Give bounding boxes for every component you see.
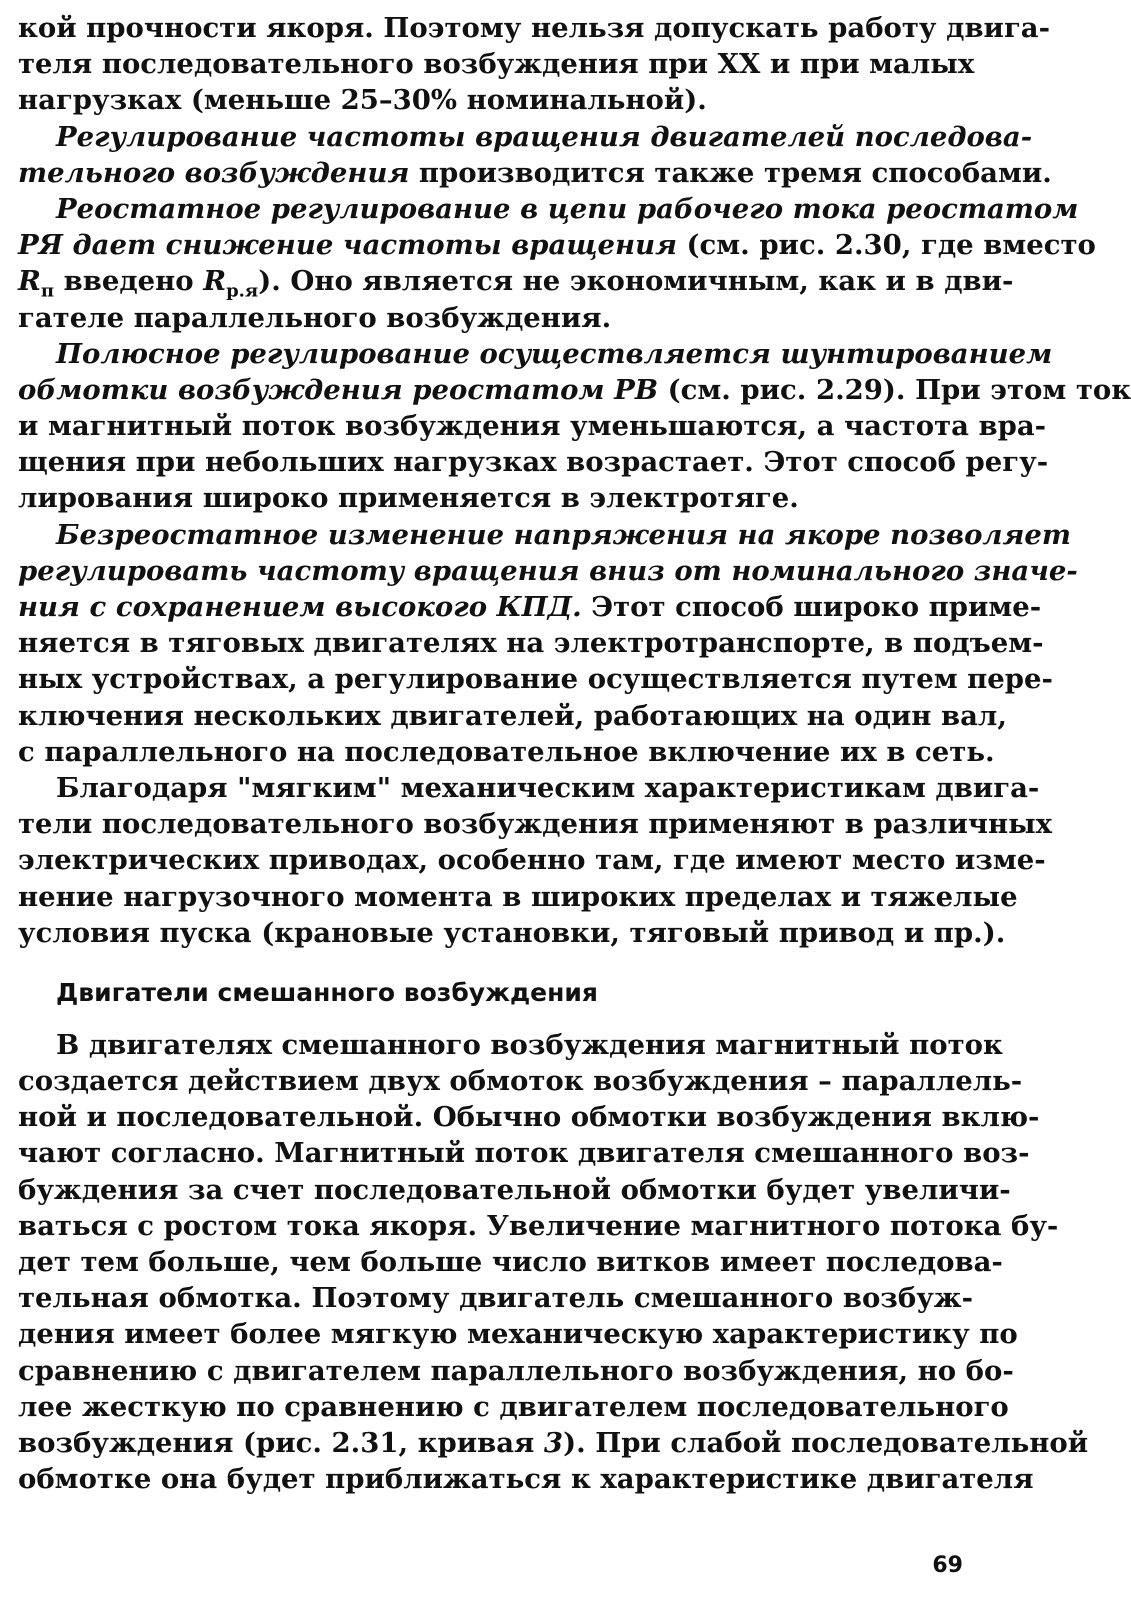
paragraph-mixed-excitation <box>18 1027 1089 1497</box>
text-line <box>18 263 1014 302</box>
text-line <box>18 227 1096 263</box>
text-line: дет тем больше, чем больше число витков имеет последова- <box>18 1246 1003 1278</box>
text-line: В двигателях смешанного возбуждения магнитный поток <box>56 1028 1003 1061</box>
text-span: ). При слабой последовательной <box>563 1426 1089 1459</box>
text-line: ключения нескольких двигателей, работающих на один вал, <box>18 699 1007 732</box>
text-line <box>18 372 1131 408</box>
text-span: (см. рис. 2.30, где вместо <box>676 229 1096 262</box>
text-line: теля последовательного возбуждения при XX и при малых <box>18 48 975 81</box>
text-span: (см. рис. 2.29). При этом ток <box>658 373 1131 406</box>
section-heading: Двигатели смешанного возбуждения <box>56 977 598 1007</box>
text-line: сравнению с двигателем параллельного возбуждения, но бо- <box>18 1354 1014 1387</box>
text-line: ной и последовательной. Обычно обмотки возбуждения вклю- <box>18 1101 1040 1134</box>
paragraph-soft-characteristics <box>18 770 1053 951</box>
symbol-r: R <box>203 265 227 298</box>
text-line: дения имеет более мягкую механическую характеристику по <box>18 1318 1018 1351</box>
text-line: Реостатное регулирование в цепи рабочего тока реостатом <box>56 192 1079 225</box>
paragraph-regulation <box>18 119 1052 191</box>
text-span: введено <box>54 265 204 298</box>
text-line: няется в тяговых двигателях на электротранспорте, в подъем- <box>18 627 1044 660</box>
text-line: ваться с ростом тока якоря. Увеличение магнитного потока бу- <box>18 1209 1059 1242</box>
text-line: чают согласно. Магнитный поток двигателя смешанного воз- <box>18 1137 1030 1170</box>
paragraph-intro <box>18 10 1051 119</box>
text-line: нагрузках (меньше 25–30% номинальной). <box>18 84 707 117</box>
text-line: Регулирование частоты вращения двигателей последова- <box>56 120 1033 153</box>
text-line: с параллельного на последовательное включение их в сеть. <box>18 735 995 768</box>
subscript: п <box>40 280 55 302</box>
paragraph-pole <box>18 336 1131 517</box>
text-line: ных устройствах, а регулирование осуществляется путем пере- <box>18 663 1053 696</box>
page-content <box>18 10 1131 1497</box>
text-span: возбуждения (рис. 2.31, кривая <box>18 1426 544 1459</box>
text-line: щения при небольших нагрузках возрастает. Этот способ регу- <box>18 446 1049 479</box>
text-line: регулировать частоту вращения вниз от номинального значе- <box>18 554 1078 587</box>
page-number: 69 <box>932 1553 963 1578</box>
text-line: Безреостатное изменение напряжения на якоре позволяет <box>56 518 1072 551</box>
italic-text: 3 <box>543 1426 564 1459</box>
text-line: буждения за счет последовательной обмотки будет увеличи- <box>18 1173 1011 1206</box>
text-line: тели последовательного возбуждения применяют в различных <box>18 808 1053 841</box>
text-line <box>18 1425 1089 1461</box>
text-line: гателе параллельного возбуждения. <box>18 301 612 334</box>
italic-text: РЯ дает снижение частоты вращения <box>18 229 677 262</box>
text-line: условия пуска (крановые установки, тяговый привод и пр.). <box>18 916 1006 949</box>
text-line <box>18 155 1052 191</box>
italic-text: обмотки возбуждения реостатом РВ <box>18 373 659 406</box>
text-line: нение нагрузочного момента в широких пределах и тяжелые <box>18 880 1018 913</box>
text-line: и магнитный поток возбуждения уменьшаются, а частота вра- <box>18 410 1047 443</box>
text-line <box>18 589 1042 625</box>
text-line: создается действием двух обмоток возбуждения – параллель- <box>18 1065 1023 1098</box>
text-line: Полюсное регулирование осуществляется шунтированием <box>56 337 1053 370</box>
paragraph-no-rheostat <box>18 517 1078 770</box>
text-line: электрических приводах, особенно там, где имеют место изме- <box>18 844 1046 877</box>
text-line: лирования широко применяется в электротяге. <box>18 482 799 515</box>
text-line: тельная обмотка. Поэтому двигатель смешанного возбуж- <box>18 1282 973 1315</box>
text-span: Этот способ широко приме- <box>581 591 1042 623</box>
text-line: лее жесткую по сравнению с двигателем последовательного <box>18 1390 1009 1423</box>
text-line: Благодаря "мягким" механическим характеристикам двига- <box>56 771 1040 804</box>
text-span: ). Оно является не экономичным, как и в дви- <box>258 265 1014 298</box>
subscript: р.я <box>226 280 259 302</box>
italic-text: тельного возбуждения <box>18 156 410 189</box>
paragraph-rheostat <box>18 191 1096 336</box>
symbol-r: R <box>18 265 41 298</box>
text-span: производится также тремя способами. <box>409 156 1052 189</box>
text-line: кой прочности якоря. Поэтому нельзя допускать работу двига- <box>18 12 1051 44</box>
text-line: обмотке она будет приближаться к характеристике двигателя <box>18 1463 1034 1496</box>
italic-text: ния с сохранением высокого КПД. <box>18 591 582 623</box>
